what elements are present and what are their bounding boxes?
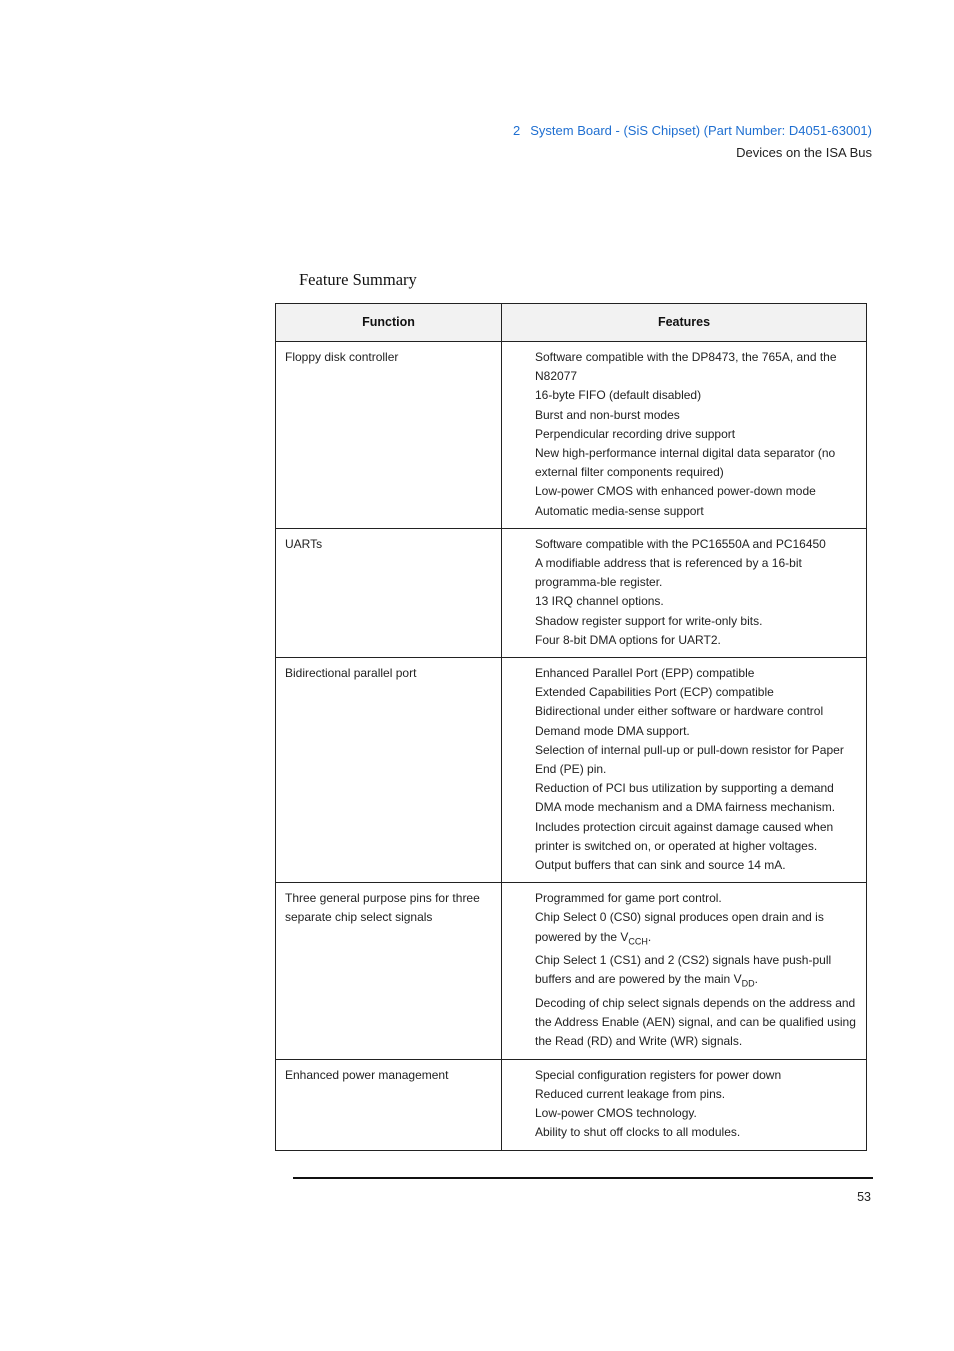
- features-cell: [502, 342, 867, 529]
- feature-item: Four 8-bit DMA options for UART2.: [535, 632, 721, 647]
- feature-item: Burst and non-burst modes: [535, 407, 680, 422]
- feature-item: A modifiable address that is referenced by a 16-bit programma-ble register.: [535, 556, 802, 590]
- section-heading: Devices on the ISA Bus: [736, 145, 872, 160]
- table-row: [276, 1059, 867, 1150]
- feature-item: Software compatible with the DP8473, the 765A, and the N82077: [535, 350, 837, 384]
- feature-item: Reduction of PCI bus utilization by supporting a demand DMA mode mechanism and a DMA fairness mechanism.: [535, 781, 836, 815]
- feature-item: Ability to shut off clocks to all modules.: [535, 1125, 741, 1140]
- column-header-features: Features: [502, 304, 867, 342]
- feature-item: Extended Capabilities Port (ECP) compatible: [535, 685, 774, 700]
- features-cell: [502, 658, 867, 883]
- footer-rule: [293, 1177, 873, 1179]
- table-row: [276, 883, 867, 1059]
- feature-item: Decoding of chip select signals depends on the address and the Address Enable (AEN) signal, and can be qualified using the Read (RD) and Write (WR) signals.: [535, 996, 856, 1049]
- table-body: [276, 342, 867, 1151]
- function-cell: UARTs: [276, 528, 502, 657]
- feature-item: Software compatible with the PC16550A and PC16450: [535, 536, 826, 551]
- feature-suffix: .: [647, 929, 652, 944]
- feature-item: Demand mode DMA support.: [535, 723, 690, 738]
- feature-text: Chip Select 0 (CS0) signal produces open drain and is powered by the V: [535, 910, 824, 944]
- feature-text: Chip Select 1 (CS1) and 2 (CS2) signals have push-pull buffers and are powered by the main V: [535, 953, 832, 987]
- function-cell: Enhanced power management: [276, 1059, 502, 1150]
- feature-subscript: CCH: [628, 936, 648, 947]
- feature-item: Output buffers that can sink and source 14 mA.: [535, 858, 786, 873]
- feature-item: [535, 951, 858, 994]
- function-cell: Floppy disk controller: [276, 342, 502, 529]
- features-cell: [502, 528, 867, 657]
- table-row: [276, 342, 867, 529]
- feature-summary-table: [275, 303, 867, 1151]
- table-row: [276, 658, 867, 883]
- running-header: [513, 120, 872, 164]
- chapter-number: 2: [513, 123, 521, 138]
- feature-item: Selection of internal pull-up or pull-down resistor for Paper End (PE) pin.: [535, 742, 844, 777]
- feature-item: Low-power CMOS with enhanced power-down mode: [535, 484, 816, 499]
- column-header-function: Function: [276, 304, 502, 342]
- function-cell: Bidirectional parallel port: [276, 658, 502, 883]
- feature-item: Enhanced Parallel Port (EPP) compatible: [535, 666, 755, 681]
- page-number: 53: [857, 1190, 871, 1204]
- feature-item: 13 IRQ channel options.: [535, 594, 664, 609]
- feature-item: [535, 908, 858, 951]
- features-cell: [502, 1059, 867, 1150]
- feature-suffix: .: [754, 972, 758, 987]
- feature-item: Low-power CMOS technology.: [535, 1106, 697, 1121]
- chapter-heading: [513, 120, 872, 142]
- feature-item: Shadow register support for write-only bits.: [535, 613, 763, 628]
- feature-item: Programmed for game port control.: [535, 891, 722, 906]
- feature-item: Includes protection circuit against damage caused when printer is switched on, or operated at higher voltages.: [535, 819, 834, 853]
- feature-item: Special configuration registers for power down: [535, 1067, 782, 1082]
- table-title: Feature Summary: [299, 270, 417, 289]
- feature-item: 16-byte FIFO (default disabled): [535, 388, 702, 403]
- features-cell: [502, 883, 867, 1059]
- table-header-row: [276, 304, 867, 342]
- table-row: [276, 528, 867, 657]
- feature-item: Perpendicular recording drive support: [535, 426, 736, 441]
- chapter-title: System Board - (SiS Chipset) (Part Number: D4051-63001): [530, 123, 872, 138]
- feature-item: Bidirectional under either software or hardware control: [535, 704, 824, 719]
- function-cell: Three general purpose pins for three separate chip select signals: [276, 883, 502, 1059]
- feature-subscript: DD: [741, 978, 755, 989]
- feature-item: Automatic media-sense support: [535, 503, 704, 518]
- feature-item: New high-performance internal digital data separator (no external filter components required): [535, 446, 836, 480]
- feature-item: Reduced current leakage from pins.: [535, 1086, 726, 1101]
